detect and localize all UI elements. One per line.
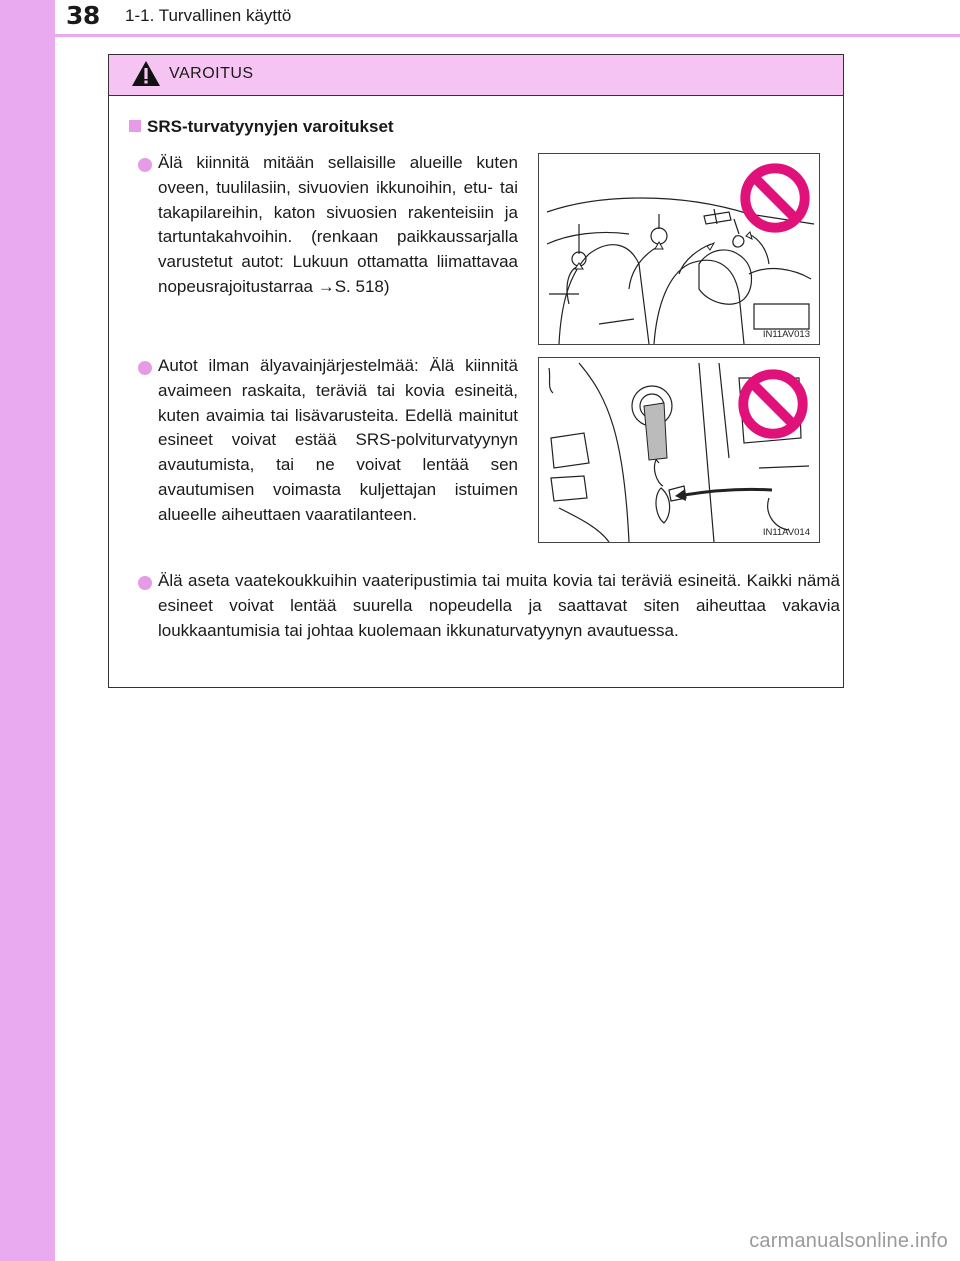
warning-box xyxy=(108,54,844,688)
subheading-text: SRS-turvatyynyjen varoitukset xyxy=(147,117,394,136)
warning-item-1: Älä kiinnitä mitään sellaisille alueille kuten oveen, tuulilasiin, sivuovien ikkunoihin, etu- tai takapilareihin, katon sivuosien rakenteisiin ja tartuntakahvoihin. (renkaan paikkaussarjalla varustetut autot: Lukuun ottamatta liimattavaa nopeusrajoitustarraa →S. 518) xyxy=(158,153,518,296)
header-rule xyxy=(0,34,960,37)
figure-code: IN11AV014 xyxy=(762,527,810,538)
bullet-icon xyxy=(138,158,152,172)
figure-airbag-objects xyxy=(538,153,820,345)
warning-subheading xyxy=(129,117,394,137)
watermark: carmanualsonline.info xyxy=(749,1230,948,1252)
warning-title: VAROITUS xyxy=(169,65,254,82)
warning-triangle-icon xyxy=(131,60,161,88)
square-bullet-icon xyxy=(129,120,141,132)
warning-header xyxy=(109,55,843,96)
bullet-icon xyxy=(138,361,152,375)
prohibition-icon xyxy=(739,162,811,234)
page-number: 38 xyxy=(66,1,100,30)
warning-item-3: Älä aseta vaatekoukkuihin vaateripustimia tai muita kovia tai teräviä esineitä. Kaikki nämä esineet voivat lentää suurella nopeudella ja saattavat siten aiheuttaa vakavia loukkaantumisia tai johtaa kuolemaan ikkunaturvatyynyn avautuessa. xyxy=(158,571,840,640)
figure-ignition-key xyxy=(538,357,820,543)
warning-item-2: Autot ilman älyavainjärjestelmää: Älä kiinnitä avaimeen raskaita, teräviä tai kovia esineitä, kuten avaimia tai lisävarusteita. Edellä mainitut esineet voivat estää SRS-polviturvatyynyn avautumista, tai ne voivat lentää sen avautumisen voimasta kuljettajan istuimen alueelle aiheuttaen vaaratilanteen. xyxy=(158,356,518,524)
side-color-band xyxy=(0,0,55,1261)
prohibition-icon xyxy=(737,368,809,440)
section-title: 1-1. Turvallinen käyttö xyxy=(125,6,292,25)
bullet-icon xyxy=(138,576,152,590)
figure-code: IN11AV013 xyxy=(762,329,810,340)
